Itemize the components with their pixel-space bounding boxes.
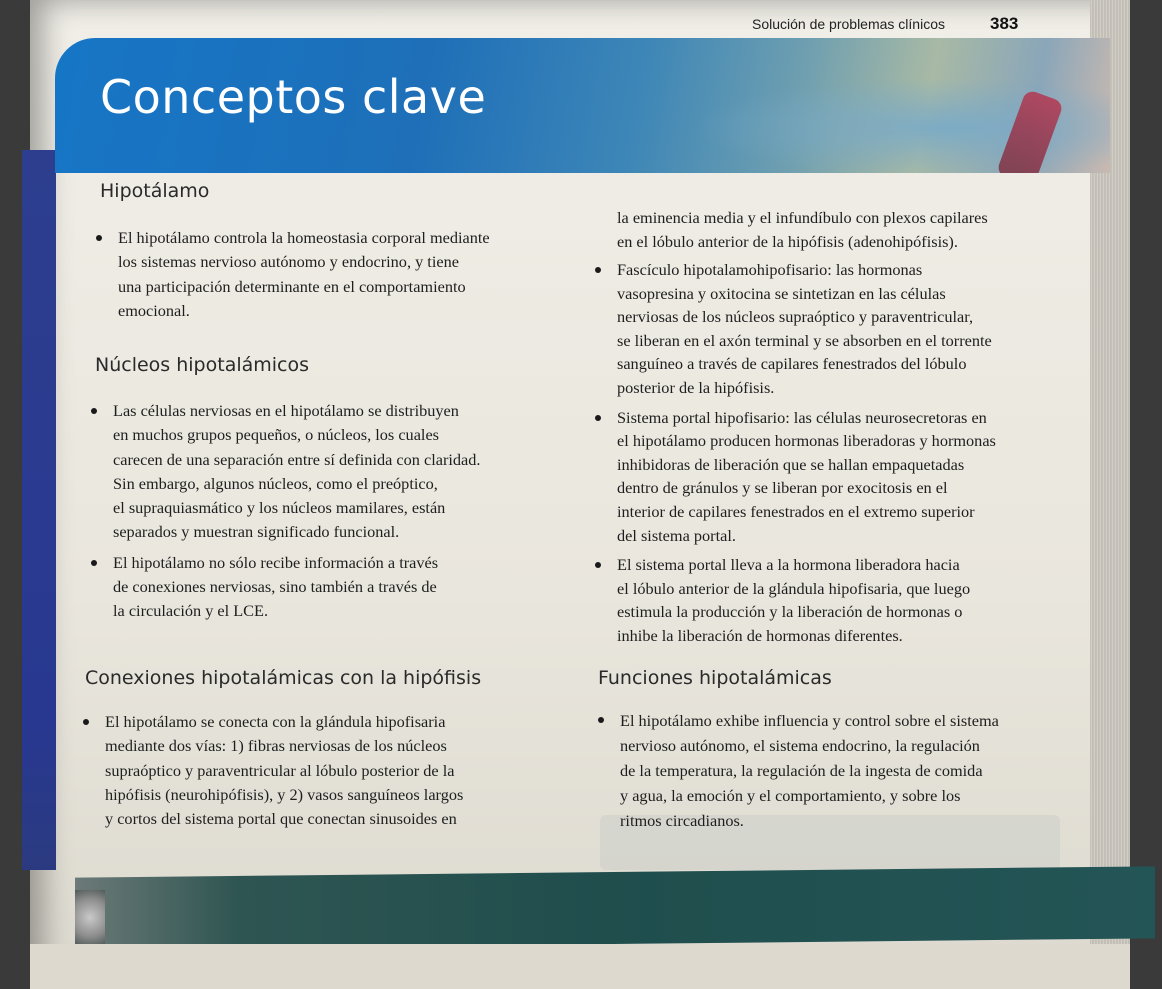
footer-band-cap <box>75 890 105 945</box>
heading-hipotalamo: Hipotálamo <box>100 180 210 202</box>
bullet-line: El hipotálamo no sólo recibe información a través <box>113 552 439 572</box>
bullet-line: mediante dos vías: 1) fibras nerviosas de los núcleos <box>105 736 447 756</box>
text-line: en el lóbulo anterior de la hipófisis (adenohipófisis). <box>617 232 958 251</box>
bullet-line: El hipotálamo se conecta con la glándula hipofisaria <box>105 712 446 731</box>
banner-title: Conceptos clave <box>100 70 487 124</box>
bullet-line: Las células nerviosas en el hipotálamo se distribuyen <box>113 401 459 420</box>
bullet-line: y agua, la emoción y el comportamiento, y sobre los <box>620 786 961 805</box>
bullet-dot <box>91 560 97 566</box>
bullet-line: posterior de la hipófisis. <box>617 377 775 397</box>
bullet-line: carecen de una separación entre sí definida con claridad. <box>113 449 481 469</box>
bullet-item <box>617 406 1047 548</box>
bullet-item <box>617 258 1047 400</box>
heading-conexiones: Conexiones hipotalámicas con la hipófisis <box>85 667 482 689</box>
bullet-item <box>113 551 583 624</box>
bullet-item <box>105 710 575 831</box>
bullet-line: el supraquiasmático y los núcleos mamilares, están <box>113 498 446 518</box>
bullet-line: la circulación y el LCE. <box>113 601 269 621</box>
bullet-item <box>118 226 578 323</box>
bullet-line: vasopresina y oxitocina se sintetizan en las células <box>617 283 946 303</box>
bullet-item <box>113 399 583 545</box>
bullet-line: del sistema portal. <box>617 525 736 545</box>
next-page-strip <box>30 944 1130 989</box>
bullet-line: el hipotálamo producen hormonas liberadoras y hormonas <box>617 431 996 451</box>
heading-funciones: Funciones hipotalámicas <box>598 667 832 689</box>
bullets-nucleos <box>113 399 583 624</box>
bullet-dot <box>595 415 601 421</box>
bullet-line: Sin embargo, algunos núcleos, como el preóptico, <box>113 473 438 493</box>
bullet-line: se liberan en el axón terminal y se absorben en el torrente <box>617 330 992 350</box>
bullet-dot <box>96 235 102 241</box>
running-head: Solución de problemas clínicos <box>752 16 945 32</box>
bullet-item <box>617 553 1047 647</box>
bullet-line: de la temperatura, la regulación de la ingesta de comida <box>620 761 983 780</box>
text-line: la eminencia media y el infundíbulo con plexos capilares <box>617 208 988 227</box>
bullet-line: los sistemas nervioso autónomo y endocrino, y tiene <box>118 252 459 272</box>
bullet-line: El sistema portal lleva a la hormona liberadora hacia <box>617 555 960 575</box>
bullet-line: nervioso autónomo, el sistema endocrino, la regulación <box>620 736 980 755</box>
bullet-line: supraóptico y paraventricular al lóbulo posterior de la <box>105 760 455 780</box>
bullet-dot <box>595 562 601 568</box>
bullet-line: nerviosas de los núcleos supraóptico y paraventricular, <box>617 307 974 327</box>
bullet-line: Sistema portal hipofisario: las células neurosecretoras en <box>617 407 987 427</box>
bullet-line: emocional. <box>118 300 190 320</box>
bullets-conexiones <box>105 710 575 831</box>
page-number: 383 <box>990 14 1019 33</box>
continuation-text <box>617 206 1047 254</box>
bullet-line: inhibe la liberación de hormonas diferentes. <box>617 625 903 645</box>
bullet-line: hipófisis (neurohipófisis), y 2) vasos sanguíneos largos <box>105 784 464 804</box>
bullet-line: dentro de gránulos y se liberan por exocitosis en el <box>617 478 948 498</box>
left-accent-bar <box>22 150 56 870</box>
bullets-funciones <box>620 708 1060 833</box>
bullet-dot <box>83 719 89 725</box>
bullet-line: estimula la producción y la liberación de hormonas o <box>617 602 963 622</box>
bullet-dot <box>598 717 604 723</box>
bullet-item <box>620 708 1060 833</box>
bullet-line: El hipotálamo controla la homeostasia corporal mediante <box>118 228 490 247</box>
bullets-right <box>617 258 1047 648</box>
bullet-line: el lóbulo anterior de la glándula hipofisaria, que luego <box>617 578 971 598</box>
bullets-hipotalamo <box>118 226 578 323</box>
bullet-line: de conexiones nerviosas, sino también a través de <box>113 577 437 597</box>
bullet-line: una participación determinante en el comportamiento <box>118 276 466 296</box>
bullet-line: El hipotálamo exhibe influencia y control sobre el sistema <box>620 711 999 730</box>
bullet-line: ritmos circadianos. <box>620 811 744 830</box>
bullet-line: en muchos grupos pequeños, o núcleos, los cuales <box>113 425 440 445</box>
heading-nucleos: Núcleos hipotalámicos <box>95 354 310 376</box>
bullet-line: y cortos del sistema portal que conectan sinusoides en <box>105 809 457 829</box>
bullet-line: interior de capilares fenestrados en el extremo superior <box>617 501 975 521</box>
bullet-line: inhibidoras de liberación que se hallan empaquetadas <box>617 454 965 474</box>
bullet-line: separados y muestran significado funcional. <box>113 522 400 542</box>
footer-band <box>75 866 1155 949</box>
bullet-dot <box>91 408 97 414</box>
bullet-dot <box>595 267 601 273</box>
bullet-line: sanguíneo a través de capilares fenestrados del lóbulo <box>617 354 967 374</box>
bullet-line: Fascículo hipotalamohipofisario: las hormonas <box>617 260 923 279</box>
